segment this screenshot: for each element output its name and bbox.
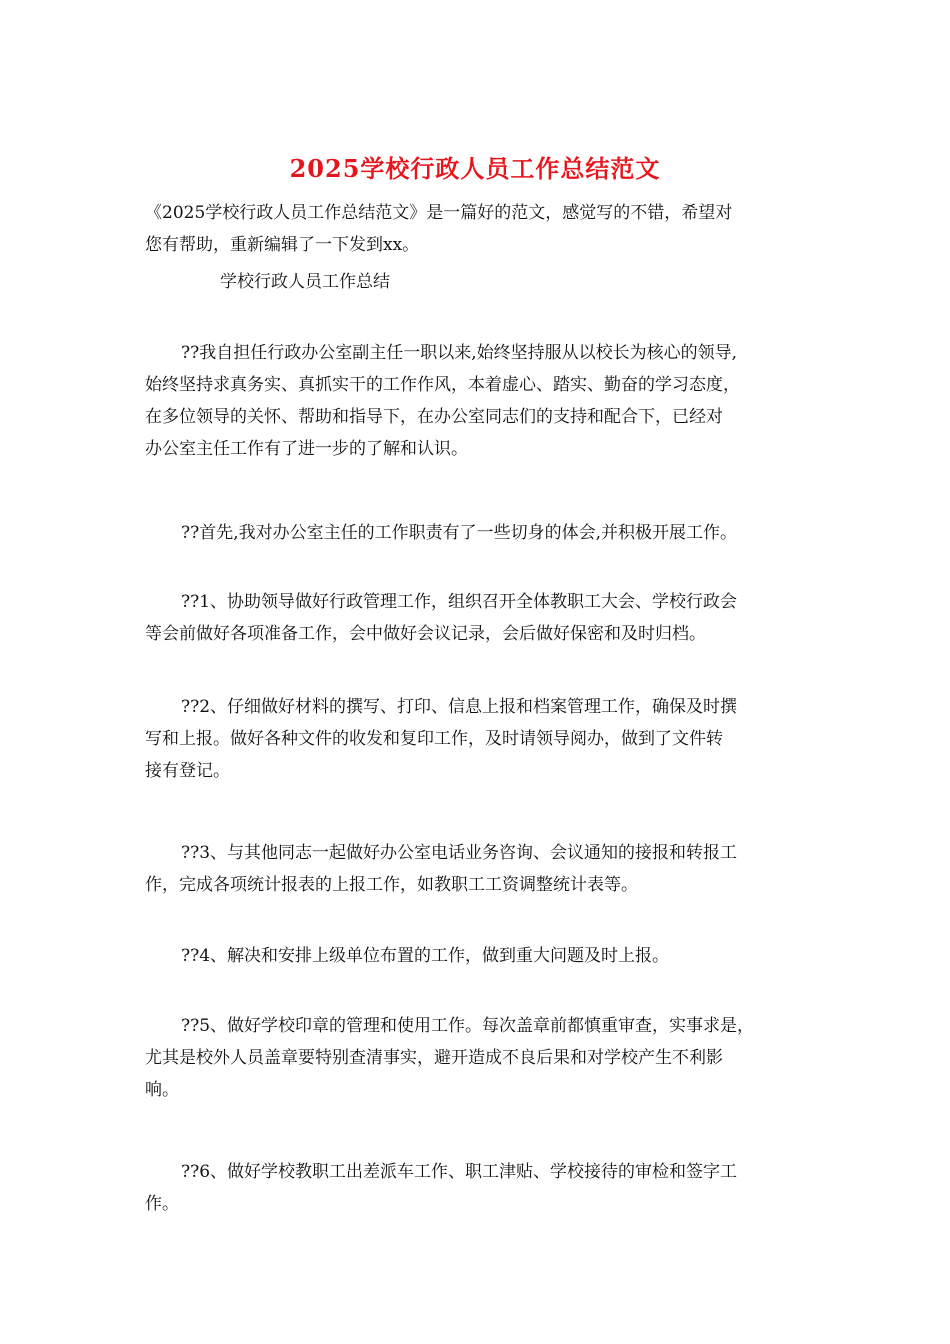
paragraph-7 xyxy=(145,1010,817,1106)
paragraph-line: 作，完成各项统计报表的上报工作，如教职工工资调整统计表等。 xyxy=(145,875,638,895)
paragraph-line: ??4、解决和安排上级单位布置的工作，做到重大问题及时上报。 xyxy=(181,946,670,966)
intro-line: 《2025学校行政人员工作总结范文》是一篇好的范文，感觉写的不错，希望对 xyxy=(145,203,733,223)
paragraph-line: ??首先,我对办公室主任的工作职责有了一些切身的体会,并积极开展工作。 xyxy=(181,523,738,543)
paragraph-line: 尤其是校外人员盖章要特别查清事实，避开造成不良后果和对学校产生不利影 xyxy=(145,1048,723,1068)
paragraph-line: 作。 xyxy=(145,1194,179,1214)
paragraph-line: 始终坚持求真务实、真抓实干的工作作风，本着虚心、踏实、勤奋的学习态度， xyxy=(145,375,740,395)
paragraph-1 xyxy=(145,337,817,465)
paragraph-8 xyxy=(145,1156,817,1220)
paragraph-line: 写和上报。做好各种文件的收发和复印工作，及时请领导阅办，做到了文件转 xyxy=(145,729,723,749)
paragraph-line: ??1、协助领导做好行政管理工作，组织召开全体教职工大会、学校行政会 xyxy=(181,592,738,612)
intro-paragraph xyxy=(145,197,817,261)
paragraph-line: 接有登记。 xyxy=(145,761,230,781)
paragraph-line: ??2、仔细做好材料的撰写、打印、信息上报和档案管理工作，确保及时撰 xyxy=(181,697,738,717)
paragraph-3 xyxy=(145,586,817,650)
paragraph-2 xyxy=(145,517,817,549)
subtitle-line: 学校行政人员工作总结 xyxy=(220,272,390,292)
paragraph-line: 办公室主任工作有了进一步的了解和认识。 xyxy=(145,439,468,459)
section-subtitle xyxy=(220,266,620,298)
paragraph-5 xyxy=(145,837,817,901)
paragraph-line: ??6、做好学校教职工出差派车工作、职工津贴、学校接待的审检和签字工 xyxy=(181,1162,738,1182)
paragraph-line: 在多位领导的关怀、帮助和指导下，在办公室同志们的支持和配合下，已经对 xyxy=(145,407,723,427)
intro-line: 您有帮助，重新编辑了一下发到xx。 xyxy=(145,235,420,255)
paragraph-line: ??5、做好学校印章的管理和使用工作。每次盖章前都慎重审查，实事求是， xyxy=(181,1016,755,1036)
paragraph-line: 响。 xyxy=(145,1080,179,1100)
paragraph-4 xyxy=(145,691,817,787)
paragraph-6 xyxy=(145,940,817,972)
paragraph-line: 等会前做好各项准备工作，会中做好会议记录，会后做好保密和及时归档。 xyxy=(145,624,706,644)
paragraph-line: ??3、与其他同志一起做好办公室电话业务咨询、会议通知的接报和转报工 xyxy=(181,843,738,863)
paragraph-line: ??我自担任行政办公室副主任一职以来,始终坚持服从以校长为核心的领导, xyxy=(181,343,738,363)
document-title: 2025学校行政人员工作总结范文 xyxy=(289,154,661,183)
